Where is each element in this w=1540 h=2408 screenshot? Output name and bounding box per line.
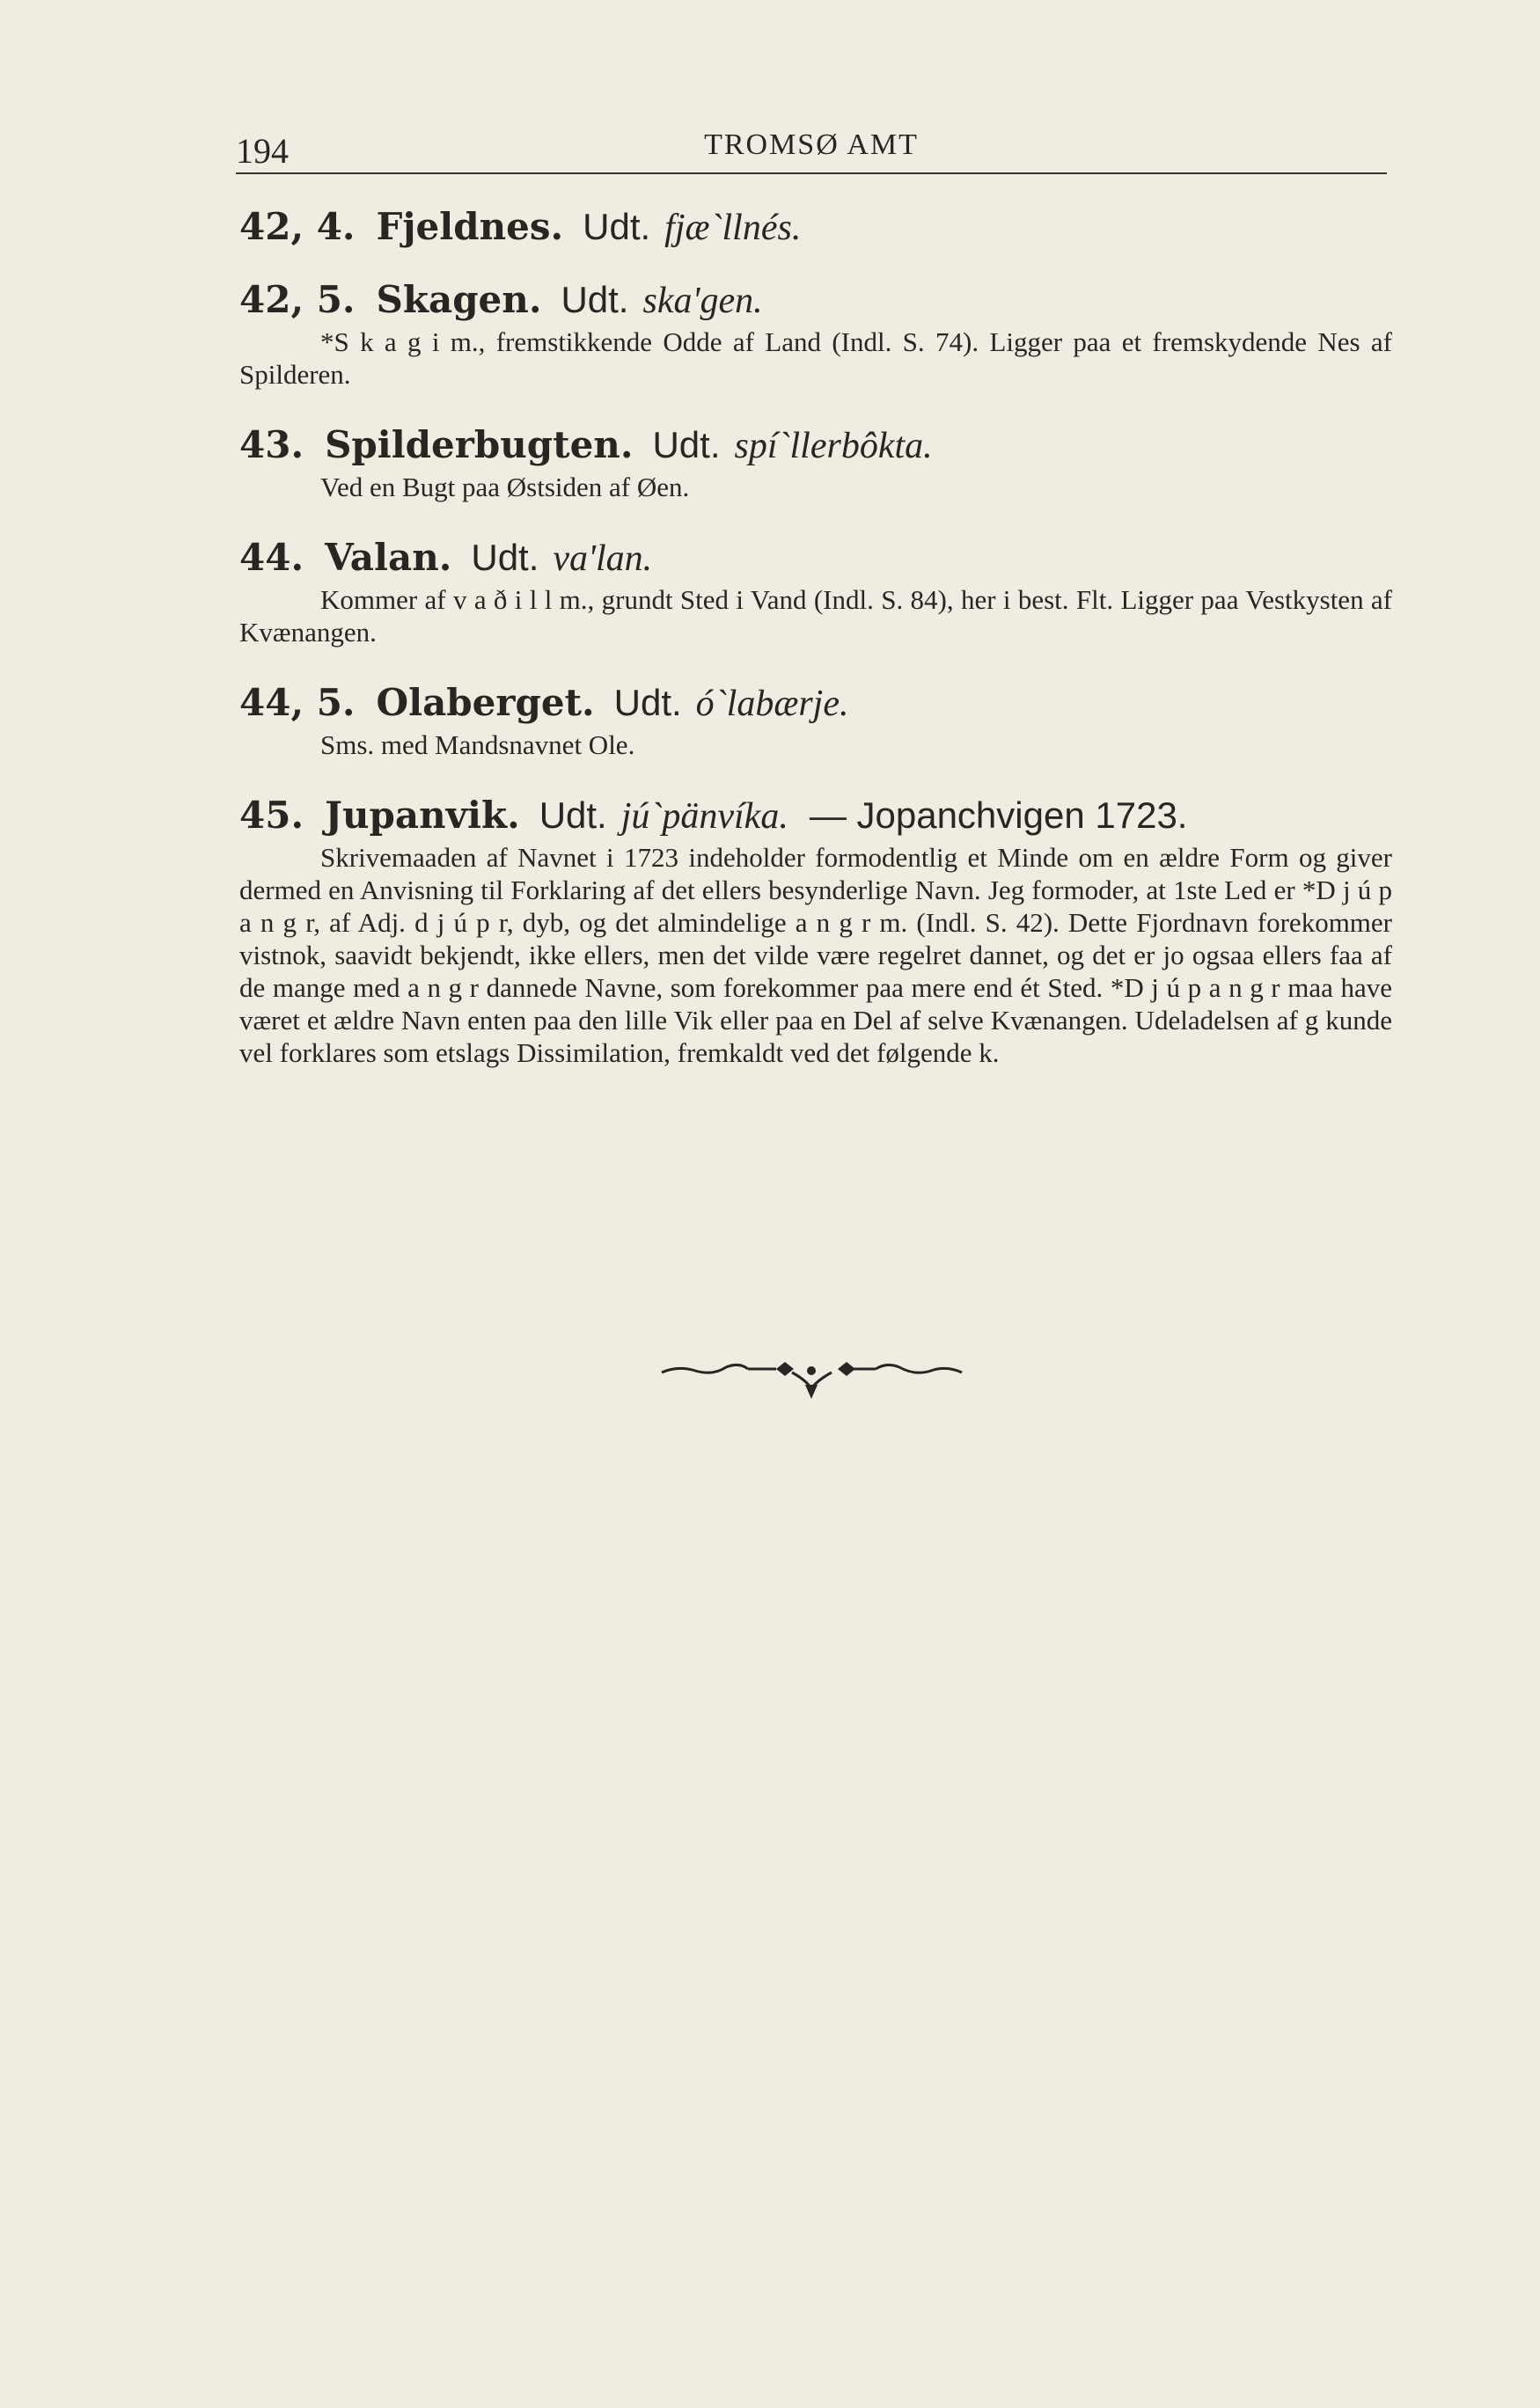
udt-label: Udt. bbox=[583, 206, 651, 247]
pronunciation: vaʹlan. bbox=[553, 538, 653, 579]
udt-label: Udt. bbox=[561, 279, 629, 320]
page-header bbox=[236, 123, 1387, 174]
entry-paragraph: Skrivemaaden af Navnet i 1723 indeholder formodentlig et Minde om en ældre Form og giver dermed en Anvisning til Forklaring af det ellers besynderlige Navn. Jeg formoder, at 1ste Led er *D j ú p a n g r, af Adj. d j ú p r, dyb, og det almindelige a n g r m. (Indl. S. 42). Dette Fjordnavn forekommer vistnok, saavidt bekjendt, ikke ellers, men det vilde være regelret dannet, og det er jo ogsaa ellers faa af de mange med a n g r dannede Navne, som forekommer paa mere end ét Sted. *D j ú p a n g r maa have været et ældre Navn enten paa den lille Vik eller paa en Del af selve Kvænangen. Udeladelsen af g kunde vel forklares som etslags Dissimilation, fremkaldt ved det følgende k. bbox=[239, 842, 1392, 1068]
entry-number: 44. bbox=[239, 536, 304, 579]
pronunciation: fjæ`llnés. bbox=[664, 208, 802, 248]
ornament-divider-icon bbox=[660, 1353, 964, 1406]
running-title: TROMSØ AMT bbox=[704, 128, 919, 161]
entry-spilderbugten bbox=[239, 421, 1392, 503]
udt-label: Udt. bbox=[471, 537, 539, 578]
entry-name: Jupanvik. bbox=[325, 794, 520, 837]
udt-label: Udt. bbox=[613, 682, 682, 723]
entry-jupanvik bbox=[239, 791, 1392, 1069]
entry-number: 44, 5. bbox=[239, 681, 356, 724]
entry-heading bbox=[239, 791, 1392, 841]
entry-valan bbox=[239, 533, 1392, 648]
entry-name: Spilderbugten. bbox=[325, 423, 634, 466]
entry-heading bbox=[239, 202, 1392, 253]
entry-paragraph: *S k a g i m., fremstikkende Odde af Land (Indl. S. 74). Ligger paa et fremskydende Nes af Spilderen. bbox=[239, 326, 1392, 390]
udt-label: Udt. bbox=[539, 794, 607, 836]
entry-name: Fjeldnes. bbox=[376, 205, 564, 248]
entry-olaberget bbox=[239, 678, 1392, 761]
entry-name: Valan. bbox=[325, 536, 452, 579]
entry-number: 42, 4. bbox=[239, 205, 356, 248]
entry-name: Olaberget. bbox=[376, 681, 595, 724]
pronunciation: ó`labærje. bbox=[695, 684, 849, 724]
entry-heading bbox=[239, 533, 1392, 583]
pronunciation: skaʹgen. bbox=[642, 281, 763, 321]
entry-number: 42, 5. bbox=[239, 278, 356, 321]
entry-paragraph: Kommer af v a ð i l l m., grundt Sted i Vand (Indl. S. 84), her i best. Flt. Ligger paa Vestkysten af Kvænangen. bbox=[239, 584, 1392, 648]
entry-fjeldnes bbox=[239, 202, 1392, 253]
page-number: 194 bbox=[236, 131, 289, 171]
pronunciation: spí`llerbôkta. bbox=[734, 426, 933, 466]
pronunciation: jú`pänvíka. bbox=[620, 796, 788, 837]
entry-paragraph: Ved en Bugt paa Østsiden af Øen. bbox=[320, 472, 690, 502]
historical-spelling: — Jopanchvigen 1723. bbox=[809, 794, 1188, 836]
entry-heading bbox=[239, 421, 1392, 471]
entry-paragraph: Sms. med Mandsnavnet Ole. bbox=[320, 729, 635, 760]
entry-skagen bbox=[239, 275, 1392, 391]
entries-column bbox=[239, 202, 1392, 1069]
entry-name: Skagen. bbox=[376, 278, 542, 321]
entry-number: 43. bbox=[239, 423, 304, 466]
entry-heading bbox=[239, 678, 1392, 728]
entry-number: 45. bbox=[239, 794, 304, 837]
udt-label: Udt. bbox=[652, 424, 721, 465]
entry-heading bbox=[239, 275, 1392, 326]
